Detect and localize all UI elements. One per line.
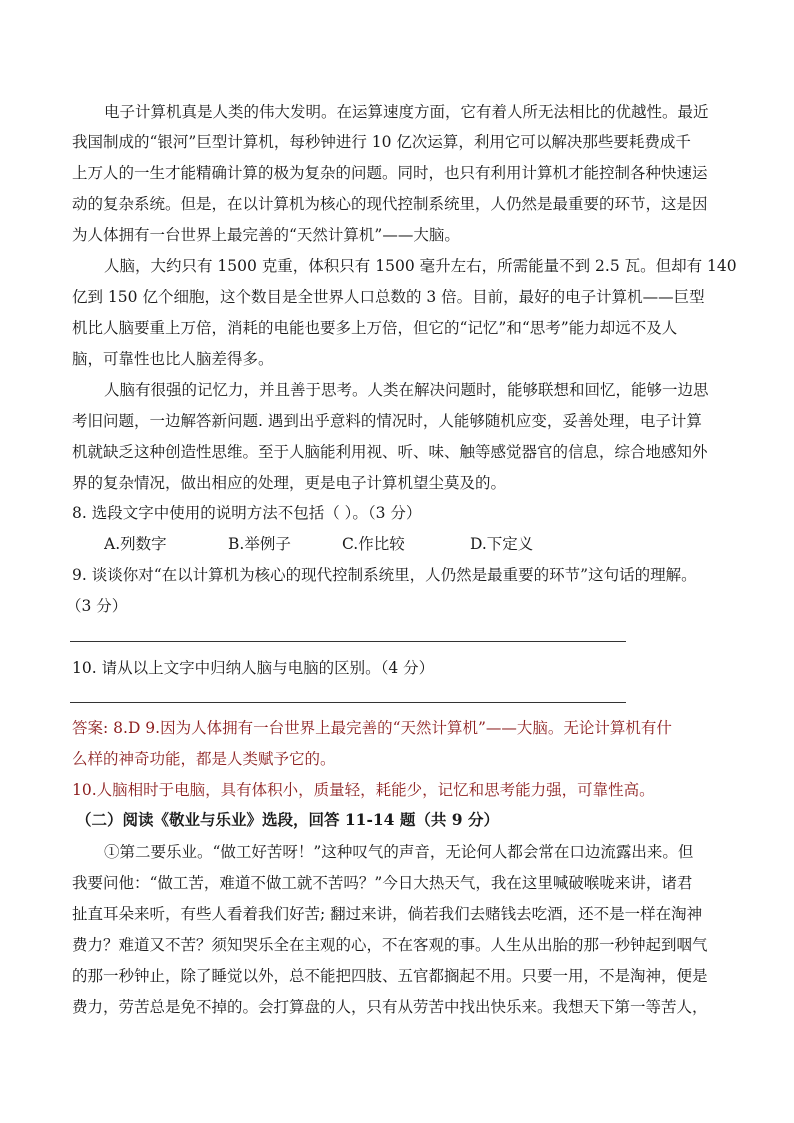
passage-line: 上万人的一生才能精确计算的极为复杂的问题。同时，也只有利用计算机才能控制各种快速运: [72, 164, 708, 182]
passage-line: 界的复杂情况，做出相应的处理，更是电子计算机望尘莫及的。: [72, 474, 507, 492]
option-d: D.下定义: [470, 535, 534, 553]
question-8-options: [104, 534, 764, 554]
passage-line: 的那一秒钟止，除了睡觉以外，总不能把四肢、五官都搁起不用。只要一用，不是淘神，便是: [72, 967, 708, 985]
passage-line: 电子计算机真是人类的伟大发明。在运算速度方面，它有着人所无法相比的优越性。最近: [104, 103, 709, 121]
passage-line: 扯直耳朵来听，有些人看着我们好苦; 翻过来讲，倘若我们去赌钱去吃酒，还不是一样在淘神: [72, 905, 703, 923]
passage-line: 考旧问题，一边解答新问题. 遇到出乎意料的情况时，人能够随机应变，妥善处理，电子计算: [72, 412, 702, 430]
passage-line: 为人体拥有一台世界上最完善的“天然计算机”——大脑。: [72, 226, 460, 244]
passage-line: 我要问他：“做工苦，难道不做工就不苦吗？”今日大热天气，我在这里喊破喉咙来讲，诸君: [72, 874, 693, 892]
answer-blank-line[interactable]: [70, 641, 626, 642]
passage-line: 机就缺乏这种创造性思维。至于人脑能利用视、听、味、触等感觉器官的信息，综合地感知外: [72, 443, 708, 461]
answer-line: 10.人脑相时于电脑，具有体积小，质量轻，耗能少，记忆和思考能力强，可靠性高。: [72, 781, 655, 799]
passage-line: 费力，劳苦总是免不掉的。会打算盘的人，只有从劳苦中找出快乐来。我想天下第一等苦人，: [72, 998, 708, 1016]
question-10-stem: 10. 请从以上文字中归纳人脑与电脑的区别。（4 分）: [72, 659, 435, 677]
passage-line: 我国制成的“银河”巨型计算机，每秒钟进行 10 亿次运算，利用它可以解决那些要耗费成千: [72, 133, 691, 151]
passage-line: 人脑有很强的记忆力，并且善于思考。人类在解决问题时，能够联想和回忆，能够一边思: [104, 381, 709, 399]
option-c: C.作比较: [342, 535, 405, 553]
passage-line: 机比人脑要重上万倍，消耗的电能也要多上万倍，但它的“记忆”和“思考”能力却远不及人: [72, 319, 678, 337]
passage-line: ①第二要乐业。“做工好苦呀！”这种叹气的声音，无论何人都会常在口边流露出来。但: [104, 843, 694, 861]
option-a: A.列数字: [104, 535, 167, 553]
question-9-score: （3 分）: [66, 597, 128, 615]
passage-line: 人脑，大约只有 1500 克重，体积只有 1500 毫升左右，所需能量不到 2.5 瓦。但却有 140: [104, 257, 737, 275]
answer-line: 答案: 8.D 9.因为人体拥有一台世界上最完善的“天然计算机”——大脑。无论计算机有什: [72, 719, 672, 737]
passage-line: 动的复杂系统。但是，在以计算机为核心的现代控制系统里，人仍然是最重要的环节，这是因: [72, 195, 708, 213]
passage-line: 脑，可靠性也比人脑差得多。: [72, 350, 274, 368]
passage-line: 费力？难道又不苦？须知哭乐全在主观的心，不在客观的事。人生从出胎的那一秒钟起到咽气: [72, 936, 708, 954]
passage-line: 亿到 150 亿个细胞，这个数目是全世界人口总数的 3 倍。目前，最好的电子计算机——巨型: [72, 288, 705, 306]
question-9-stem: 9. 谈谈你对“在以计算机为核心的现代控制系统里，人仍然是最重要的环节”这句话的理解。: [72, 566, 697, 584]
answer-blank-line[interactable]: [70, 702, 626, 703]
answer-line: 么样的神奇功能，都是人类赋予它的。: [72, 750, 336, 768]
option-b: B.举例子: [228, 535, 291, 553]
question-8-stem: 8. 选段文字中使用的说明方法不包括（ ）。（3 分）: [72, 504, 422, 522]
section-heading: （二）阅读《敬业与乐业》选段，回答 11-14 题（共 9 分）: [76, 810, 499, 829]
